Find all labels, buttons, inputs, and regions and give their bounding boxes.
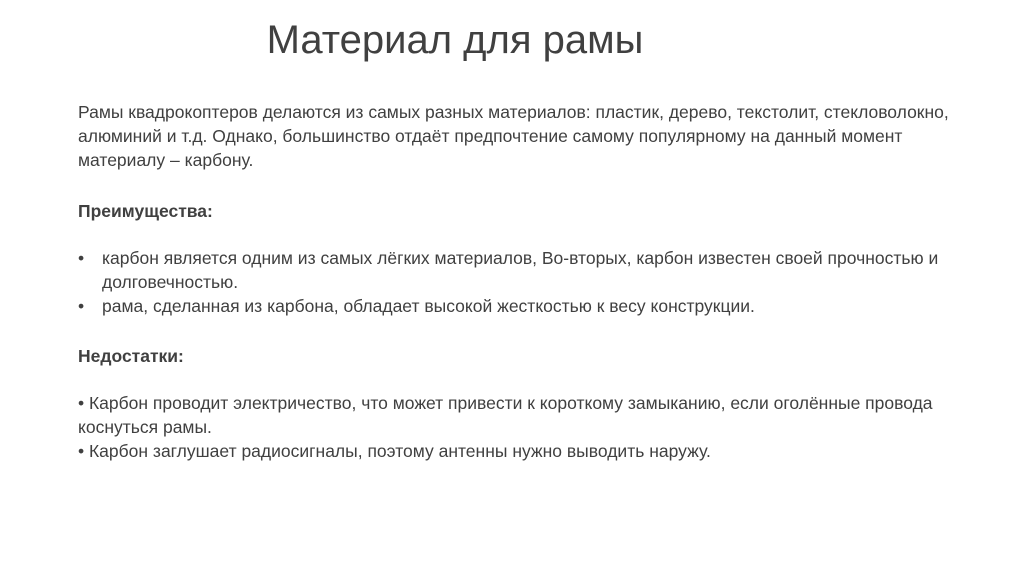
advantages-item (78, 246, 958, 294)
advantages-heading: Преимущества: (78, 201, 213, 221)
disadvantages-list (78, 391, 958, 463)
disadvantages-item: • Карбон заглушает радиосигналы, поэтому антенны нужно выводить наружу. (78, 441, 711, 461)
disadvantages-heading: Недостатки: (78, 346, 184, 366)
bullet-icon: • (78, 248, 85, 268)
intro-paragraph: Рамы квадрокоптеров делаются из самых разных материалов: пластик, дерево, текстолит, стекловолокно, алюминий и т.д. Однако, большинство отдаёт предпочтение самому популярному на данный момент материалу – карбону. (78, 102, 949, 170)
advantages-item (78, 294, 958, 318)
advantages-item-text: карбон является одним из самых лёгких материалов, Во-вторых, карбон известен своей прочностью и долговечностью. (102, 248, 939, 292)
advantages-item-text: рама, сделанная из карбона, обладает высокой жесткостью к весу конструкции. (102, 296, 755, 316)
slide-body (78, 100, 958, 463)
disadvantages-item: • Карбон проводит электричество, что может привести к короткому замыканию, если оголённые провода коснуться рамы. (78, 393, 933, 437)
slide-title: Материал для рамы (266, 18, 644, 62)
advantages-list (78, 246, 958, 318)
bullet-icon: • (78, 296, 85, 316)
